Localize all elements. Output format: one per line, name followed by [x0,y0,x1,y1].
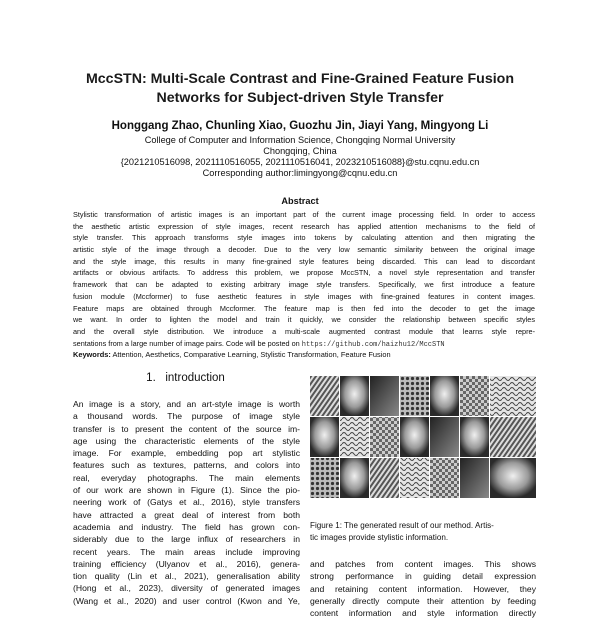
affiliation-city: Chongqing, China [263,146,337,156]
abstract-line: Stylistic transformation of artistic images is an important part of the current image processing field. In order to access [73,210,535,219]
intro-line: features such as textures, patterns, and colors into [73,460,300,471]
grid-row-2 [310,417,536,457]
style-tile [310,458,339,498]
section-title: introduction [165,372,225,384]
intro-line: neering work of (Gatys et al., 2016), style transfers [73,497,300,508]
style-tile [490,458,536,498]
intro-line: age using the characteristic elements of the style [73,435,300,446]
style-tile [340,376,369,416]
code-url-link[interactable]: https://github.com/haizhu12/MccSTN [301,340,445,349]
figure-1-result-grid [310,376,536,498]
intro-line: of our work are shown in Figure (1). Since the pio- [73,485,300,496]
abstract-last-line-text: sentations from a large number of image pairs. Code will be posted on [73,338,300,348]
grid-row-1 [310,376,536,416]
keywords-text: Attention, Aesthetics, Comparative Learning, Stylistic Transformation, Feature Fusion [112,350,391,359]
intro-line: a thousand words. The purpose of image style [73,411,300,422]
intro-paragraph [73,398,300,607]
section-number: 1. [146,372,156,384]
style-tile [430,376,459,416]
paper-title [40,70,560,108]
right-line: and patches from content images. This shows [310,559,536,569]
caption-line: Figure 1: The generated result of our method. Artis- [310,521,494,530]
style-tile [430,417,459,457]
style-tile [400,417,429,457]
affiliation-institution: College of Computer and Information Science, Chongqing Normal University [144,135,456,145]
intro-line: (Hong et al., 2023), diversity of generated images [73,583,300,594]
abstract-line: style transfer. This approach transforms style images into tokens by calculating attention and then migrating the [73,233,535,243]
abstract-line: framework that can be adapted to existing arbitrary image style transfers. Specifically, we first introduce a feature [73,280,535,290]
style-tile [310,417,339,457]
intro-line: image. For example, embedding pop art stylistic [73,448,300,459]
style-tile [460,376,489,416]
intro-line: academia and industry. The field has grown con- [73,521,300,532]
abstract-line: the aesthetic artistic expression of style images, recent research has applied attention mechanisms to the field of [73,221,535,231]
author-list: Honggang Zhao, Chunling Xiao, Guozhu Jin, Jiayi Yang, Mingyong Li [111,120,489,132]
keywords-line [73,350,535,359]
abstract-line: we want. In order to lighten the model and train it quickly, we consider the relationship between specific styles [73,315,535,325]
section-heading [73,372,298,384]
intro-line: (Wang et al., 2020) and user control (Kwon and Ye, [73,595,300,606]
style-tile [460,417,489,457]
affiliation-block [40,135,560,179]
style-tile [370,417,399,457]
style-tile [310,376,339,416]
style-tile [340,417,369,457]
keywords-label: Keywords: [73,350,111,359]
abstract-last-line [73,338,535,350]
abstract-line: and the style image, this results in many fine-grained style features being discarded. This can lead to discordant [73,256,535,266]
intro-line: transfer is to present the content of the source im- [73,423,300,434]
abstract-line: and the overall style distribution. We introduce a multi-scale augmented contrast module that learns style repre- [73,326,535,336]
corresponding-author: Corresponding author:limingyong@cqnu.edu.cn [202,168,398,178]
intro-line: tion quality (Lin et al., 2021), generalisation ability [73,571,300,582]
style-tile [400,376,429,416]
right-line: generally directly compute their attention by feeding [310,595,536,606]
intro-line: siderably due to the large influx of researchers in [73,534,300,545]
title-line-1: MccSTN: Multi-Scale Contrast and Fine-Grained Feature Fusion [85,71,515,87]
abstract-line: artistic style of the image through a decoder. Due to the very low semantic similarity between the original image [73,245,535,255]
abstract-line: fusion module (Mccformer) to fuse aesthetic features in style images with fine-grained features in content images. [73,291,535,301]
author-emails: {2021210516098, 2021110516055, 2021110516041, 2023210516088}@stu.cqnu.edu.cn [120,157,480,167]
style-tile [430,458,459,498]
abstract-line: Feature maps are obtained through Mccformer. The feature map is then fed into the decoder to get the image [73,303,535,313]
style-tile [370,376,399,416]
right-line: content information and style information directly [310,608,536,619]
intro-line: training efficiency (Ulyanov et al., 2016), genera- [73,558,300,569]
intro-line: have attracted a great deal of interest from both [73,509,300,520]
right-line: strong performance in guiding detail expression [310,571,536,582]
figure-1-caption [310,520,536,544]
right-column-paragraph [310,558,536,619]
style-tile [460,458,489,498]
style-tile [400,458,429,498]
abstract-heading: Abstract [281,196,319,206]
abstract-line: artifacts or obvious artifacts. To address this problem, we propose MccSTN, a novel style representation and transfer [73,268,535,278]
style-tile [340,458,369,498]
intro-line: An image is a story, and an art-style image is worth [73,399,300,409]
caption-line: tic images provide stylistic information. [310,533,449,542]
grid-row-3 [310,458,536,498]
right-line: and retaining content information. However, they [310,583,536,594]
style-tile [490,376,536,416]
style-tile [370,458,399,498]
title-line-2: Networks for Subject-driven Style Transfer [156,90,444,106]
style-tile [490,417,536,457]
stylized-image-grid [310,376,536,498]
intro-line: recent years. The main areas include improving [73,546,300,557]
intro-line: real, everyday photographs. The main elements [73,472,300,483]
abstract-body [73,209,535,349]
